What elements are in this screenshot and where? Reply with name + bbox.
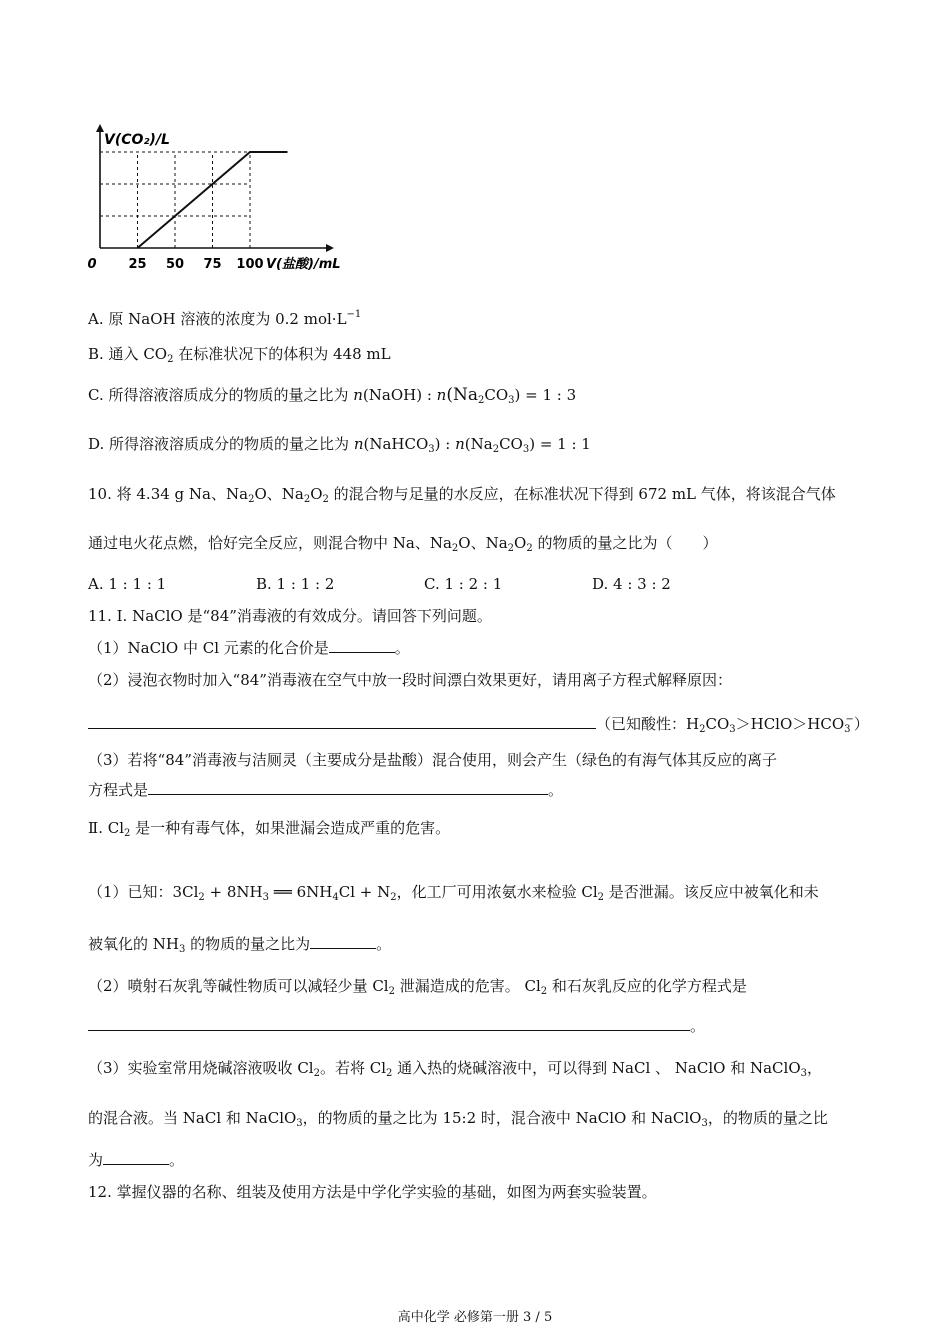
chart-grid	[100, 152, 250, 248]
q10-stem-line1: 10. 将 4.34 g Na、$Na_2O$、$Na_2O_2$ 的混合物与足量的水反应，在标准状况下得到 672 mL 气体，将该混合气体	[88, 485, 836, 505]
q11-ii-part3-line2: 的混合液。当 NaCl 和 NaClO$_3$，的物质的量之比为 15:2 时，混合液中 NaClO 和 NaClO$_3$，的物质的量之比	[88, 1109, 828, 1129]
q10-options	[88, 574, 760, 594]
q11-ii-part3: （3）实验室常用烧碱溶液吸收 $Cl_2$。若将 $Cl_2$ 通入热的烧碱溶液中，可以得到 NaCl 、 NaClO 和 NaClO$_3$，	[88, 1059, 823, 1079]
answer-blank[interactable]	[103, 1150, 169, 1165]
q11-part3-answer: 方程式是 。	[88, 781, 564, 799]
q9-option-a: A. 原 NaOH 溶液的浓度为 0.2 $mol\cdot L^{-1}$	[88, 309, 362, 328]
x-tick-label: 50	[165, 257, 185, 272]
q9-option-d: D. 所得溶液溶质成分的物质的量之比为 n(NaHCO$_3$) : $n(Na_2CO_3) = 1$ : 1	[88, 435, 591, 455]
q11-intro: 11. Ⅰ. NaClO 是“84”消毒液的有效成分。请回答下列问题。	[88, 607, 492, 625]
y-axis-label: V(CO₂)/L	[104, 132, 170, 148]
q11-part2: （2）浸泡衣物时加入“84”消毒液在空气中放一段时间漂白效果更好，请用离子方程式解释原因：	[88, 671, 732, 689]
q11-ii-part1-answer: 被氧化的 $NH_3$ 的物质的量之比为 。	[88, 935, 392, 955]
x-tick-labels	[87, 257, 263, 272]
answer-blank[interactable]	[88, 714, 596, 729]
q11-section-2: Ⅱ. $Cl_2$ 是一种有毒气体，如果泄漏会造成严重的危害。	[88, 819, 451, 839]
x-tick-label: 75	[203, 257, 222, 272]
answer-blank[interactable]	[88, 1016, 690, 1031]
answer-blank[interactable]	[329, 638, 395, 653]
q9-option-b: B. 通入 $CO_2$ 在标准状况下的体积为 448 mL	[88, 345, 391, 365]
answer-blank[interactable]	[310, 934, 376, 949]
q11-ii-part1: （1）已知：$3Cl_2 + 8NH_3$ ══ $6NH_4Cl + N_2$，化工厂可用浓氨水来检验 $Cl_2$ 是否泄漏。该反应中被氧化和未	[88, 883, 819, 903]
q10-option-d: D. 4 : 3 : 2	[592, 575, 671, 593]
q12-stem: 12. 掌握仪器的名称、组装及使用方法是中学化学实验的基础，如图为两套实验装置。	[88, 1183, 657, 1201]
q10-stem-line2: 通过电火花点燃，恰好完全反应，则混合物中 Na、$Na_2O$、$Na_2O_2$ 的物质的量之比为（ ）	[88, 534, 718, 554]
co2-volume-chart	[86, 122, 356, 282]
page-footer: 高中化学 必修第一册 3 / 5	[397, 1310, 553, 1325]
answer-blank[interactable]	[148, 780, 548, 795]
q11-ii-part2: （2）喷射石灰乳等碱性物质可以减轻少量 $Cl_2$ 泄漏造成的危害。 $Cl_2$ 和石灰乳反应的化学方程式是	[88, 977, 747, 997]
x-tick-label: 25	[128, 257, 147, 272]
y-axis-arrow	[96, 124, 104, 132]
x-axis-label: V(盐酸)/mL	[266, 257, 341, 272]
q10-option-a: A. 1 : 1 : 1	[88, 575, 167, 593]
q11-part1: （1）NaClO 中 Cl 元素的化合价是 。	[88, 639, 410, 657]
q10-option-c: C. 1 : 2 : 1	[424, 575, 503, 593]
q11-ii-part3-answer: 为 。	[88, 1151, 185, 1169]
q11-ii-part2-answer: 。	[88, 1016, 705, 1036]
x-tick-label: 0	[87, 257, 97, 272]
q11-part3: （3）若将“84”消毒液与洁厕灵（主要成分是盐酸）混合使用，则会产生（绿色的有海气体其反应的离子	[88, 751, 777, 769]
x-axis-arrow	[326, 244, 334, 252]
q10-option-b: B. 1 : 1 : 2	[256, 575, 335, 593]
q9-option-c: C. 所得溶液溶质成分的物质的量之比为 n(NaOH) : $n(Na_2CO_3) = 1$ : 3	[88, 385, 577, 406]
x-tick-label: 100	[236, 257, 264, 272]
q11-part2-answer: （已知酸性：$H_2CO_3>HClO>HCO_3^-$）	[88, 710, 869, 740]
